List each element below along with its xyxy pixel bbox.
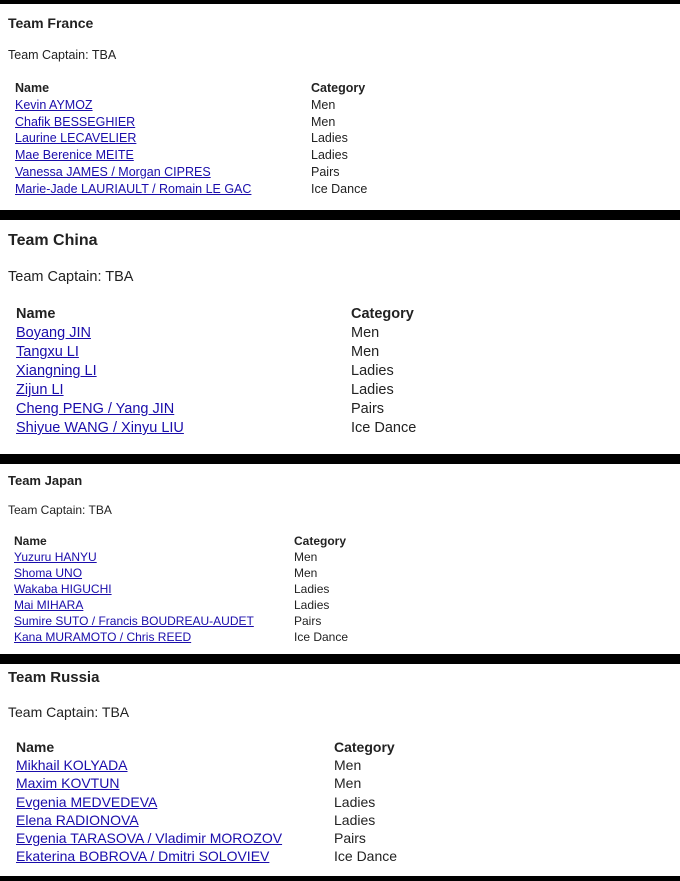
divider-bar	[0, 454, 680, 464]
skater-cell	[15, 164, 311, 181]
team-title: Team China	[8, 232, 98, 249]
table-row	[16, 324, 416, 343]
skater-link[interactable]: Boyang JIN	[16, 325, 91, 341]
skater-cell	[15, 130, 311, 147]
skater-cell	[14, 581, 294, 597]
skater-cell	[14, 565, 294, 581]
table-row	[16, 774, 397, 792]
skater-link[interactable]: Evgenia MEDVEDEVA	[16, 793, 158, 810]
table-row	[16, 362, 416, 381]
skater-link[interactable]: Zijun LI	[16, 382, 64, 398]
skater-link[interactable]: Chafik BESSEGHIER	[15, 114, 136, 129]
skater-cell	[15, 147, 311, 164]
category-cell: Men	[294, 550, 318, 564]
category-cell: Pairs	[294, 614, 322, 628]
divider-bar	[0, 210, 680, 220]
skater-link[interactable]: Tangxu LI	[16, 344, 79, 360]
skater-cell	[16, 343, 351, 362]
category-cell: Ice Dance	[334, 848, 398, 865]
skater-cell	[14, 597, 294, 613]
category-cell: Men	[351, 325, 380, 341]
table-row	[14, 565, 348, 581]
column-header-name: Name	[14, 534, 47, 548]
roster-table	[14, 533, 348, 645]
table-row	[14, 597, 348, 613]
skater-link[interactable]: Maxim KOVTUN	[16, 775, 120, 792]
table-header-row	[16, 305, 416, 324]
table-row	[16, 847, 397, 865]
table-row	[16, 381, 416, 400]
divider-bar	[0, 654, 680, 664]
skater-link[interactable]: Mikhail KOLYADA	[16, 757, 128, 774]
skater-link[interactable]: Marie-Jade LAURIAULT / Romain LE GAC	[15, 181, 252, 196]
skater-cell	[16, 381, 351, 400]
skater-cell	[14, 629, 294, 645]
skater-cell	[16, 362, 351, 381]
table-row	[16, 829, 397, 847]
category-cell: Ice Dance	[351, 420, 417, 436]
skater-link[interactable]: Kana MURAMOTO / Chris REED	[14, 630, 192, 644]
table-row	[16, 793, 397, 811]
category-cell: Men	[351, 344, 380, 360]
skater-cell	[15, 97, 311, 114]
skater-link[interactable]: Elena RADIONOVA	[16, 811, 139, 828]
skater-cell	[15, 114, 311, 131]
skater-cell	[16, 793, 334, 811]
team-captain: Team Captain: TBA	[8, 269, 134, 285]
category-cell: Pairs	[334, 830, 366, 847]
category-cell: Men	[294, 566, 318, 580]
skater-link[interactable]: Wakaba HIGUCHI	[14, 582, 112, 596]
category-cell: Pairs	[351, 401, 385, 417]
table-row	[16, 400, 416, 419]
column-header-name: Name	[15, 81, 50, 95]
skater-cell	[15, 181, 311, 198]
skater-cell	[16, 419, 351, 438]
team-captain: Team Captain: TBA	[8, 503, 112, 517]
roster-table	[16, 305, 416, 438]
team-title: Team Japan	[8, 473, 83, 488]
table-row	[15, 147, 367, 164]
table-header-row	[15, 80, 367, 97]
table-row	[16, 811, 397, 829]
team-title: Team France	[8, 15, 94, 31]
table-row	[15, 114, 367, 131]
skater-link[interactable]: Mai MIHARA	[14, 598, 84, 612]
skater-cell	[16, 811, 334, 829]
skater-cell	[16, 756, 334, 774]
table-row	[15, 164, 367, 181]
category-cell: Ladies	[351, 382, 394, 398]
table-header-row	[14, 533, 348, 549]
skater-link[interactable]: Yuzuru HANYU	[14, 550, 97, 564]
team-captain: Team Captain: TBA	[8, 48, 117, 62]
column-header-category: Category	[311, 81, 366, 95]
table-row	[16, 419, 416, 438]
skater-link[interactable]: Shiyue WANG / Xinyu LIU	[16, 420, 184, 436]
column-header-name: Name	[16, 739, 55, 755]
category-cell: Ladies	[294, 598, 330, 612]
skater-cell	[14, 613, 294, 629]
skater-link[interactable]: Evgenia TARASOVA / Vladimir MOROZOV	[16, 830, 283, 847]
category-cell: Men	[334, 775, 362, 792]
category-cell: Ladies	[351, 363, 394, 379]
skater-link[interactable]: Laurine LECAVELIER	[15, 131, 137, 146]
category-cell: Ice Dance	[294, 630, 349, 644]
table-row	[15, 130, 367, 147]
category-cell: Ladies	[334, 793, 376, 810]
skater-cell	[16, 829, 334, 847]
table-row	[14, 629, 348, 645]
category-cell: Ladies	[311, 131, 348, 146]
skater-link[interactable]: Xiangning LI	[16, 363, 97, 379]
roster-table	[16, 738, 397, 865]
skater-cell	[16, 400, 351, 419]
skater-link[interactable]: Shoma UNO	[14, 566, 83, 580]
category-cell: Men	[311, 114, 336, 129]
table-row	[14, 613, 348, 629]
column-header-category: Category	[334, 739, 395, 755]
category-cell: Men	[334, 757, 362, 774]
column-header-name: Name	[16, 306, 56, 322]
column-header-category: Category	[351, 306, 414, 322]
skater-link[interactable]: Mae Berenice MEITE	[15, 148, 134, 163]
divider-bar	[0, 876, 680, 881]
skater-link[interactable]: Cheng PENG / Yang JIN	[16, 401, 175, 417]
skater-cell	[14, 549, 294, 565]
category-cell: Ice Dance	[311, 181, 368, 196]
skater-cell	[16, 847, 334, 865]
category-cell: Ladies	[294, 582, 330, 596]
skater-cell	[16, 324, 351, 343]
table-header-row	[16, 738, 397, 756]
skater-cell	[16, 774, 334, 792]
category-cell: Ladies	[334, 811, 376, 828]
table-row	[15, 181, 367, 198]
table-row	[16, 343, 416, 362]
skater-link[interactable]: Vanessa JAMES / Morgan CIPRES	[15, 164, 211, 179]
category-cell: Pairs	[311, 164, 340, 179]
team-captain: Team Captain: TBA	[8, 704, 130, 720]
team-title: Team Russia	[8, 669, 100, 686]
category-cell: Ladies	[311, 148, 348, 163]
roster-table	[15, 80, 367, 198]
table-row	[16, 756, 397, 774]
skater-link[interactable]: Kevin AYMOZ	[15, 97, 93, 112]
table-row	[14, 581, 348, 597]
table-row	[15, 97, 367, 114]
column-header-category: Category	[294, 534, 347, 548]
category-cell: Men	[311, 97, 336, 112]
skater-link[interactable]: Sumire SUTO / Francis BOUDREAU-AUDET	[14, 614, 254, 628]
table-row	[14, 549, 348, 565]
divider-bar	[0, 0, 680, 4]
skater-link[interactable]: Ekaterina BOBROVA / Dmitri SOLOVIEV	[16, 848, 270, 865]
